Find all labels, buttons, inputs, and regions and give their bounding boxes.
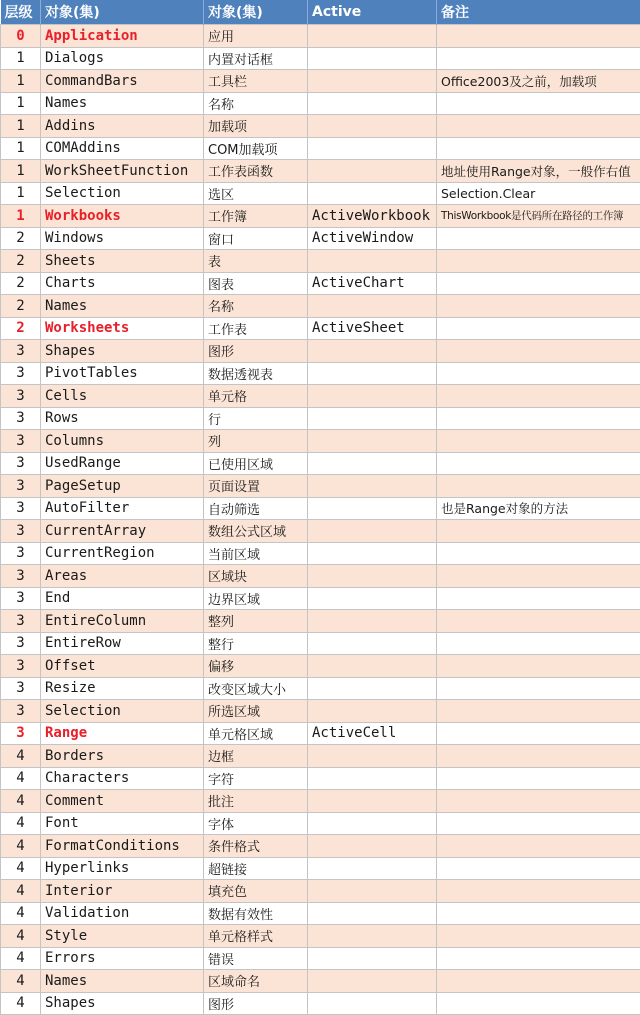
table-row — [1, 790, 640, 813]
table-row — [1, 340, 640, 363]
cell-object-cn: 整列 — [204, 610, 308, 633]
cell-level: 3 — [1, 430, 41, 453]
cell-object: Validation — [41, 902, 204, 925]
cell-object: FormatConditions — [41, 835, 204, 858]
table-row — [1, 565, 640, 588]
cell-level: 3 — [1, 520, 41, 543]
table-row — [1, 115, 640, 138]
cell-object: Range — [41, 722, 204, 745]
cell-active — [308, 452, 437, 475]
cell-object-cn: 数组公式区域 — [204, 520, 308, 543]
cell-active — [308, 542, 437, 565]
cell-object: Shapes — [41, 340, 204, 363]
cell-active — [308, 857, 437, 880]
cell-active — [308, 362, 437, 385]
table-header — [1, 0, 640, 25]
cell-note — [437, 632, 640, 655]
cell-level: 3 — [1, 362, 41, 385]
header-level: 层级 — [1, 0, 41, 25]
cell-object-cn: 图形 — [204, 992, 308, 1015]
header-row — [1, 0, 640, 25]
cell-level: 3 — [1, 655, 41, 678]
cell-level: 3 — [1, 610, 41, 633]
cell-note — [437, 610, 640, 633]
cell-active — [308, 160, 437, 183]
cell-object: Offset — [41, 655, 204, 678]
cell-note — [437, 767, 640, 790]
cell-object-cn: 偏移 — [204, 655, 308, 678]
cell-note — [437, 947, 640, 970]
table-row — [1, 475, 640, 498]
cell-object: Workbooks — [41, 205, 204, 228]
cell-active — [308, 790, 437, 813]
cell-active — [308, 47, 437, 70]
cell-active — [308, 250, 437, 273]
table-row — [1, 160, 640, 183]
table-row — [1, 722, 640, 745]
cell-active — [308, 385, 437, 408]
cell-active — [308, 520, 437, 543]
table-row — [1, 947, 640, 970]
cell-object-cn: 表 — [204, 250, 308, 273]
cell-level: 1 — [1, 70, 41, 93]
cell-object: Charts — [41, 272, 204, 295]
cell-note — [437, 47, 640, 70]
cell-active — [308, 902, 437, 925]
cell-object: Style — [41, 925, 204, 948]
cell-note: ThisWorkbook是代码所在路径的工作簿 — [437, 205, 640, 228]
table-row — [1, 835, 640, 858]
cell-object-cn: 工作表 — [204, 317, 308, 340]
cell-level: 2 — [1, 250, 41, 273]
cell-active: ActiveCell — [308, 722, 437, 745]
cell-object-cn: 单元格样式 — [204, 925, 308, 948]
cell-object-cn: 名称 — [204, 92, 308, 115]
cell-object: WorkSheetFunction — [41, 160, 204, 183]
cell-level: 1 — [1, 115, 41, 138]
cell-note: Selection.Clear — [437, 182, 640, 205]
cell-object: Names — [41, 970, 204, 993]
cell-object-cn: 错误 — [204, 947, 308, 970]
cell-level: 4 — [1, 880, 41, 903]
cell-active — [308, 992, 437, 1015]
cell-active — [308, 497, 437, 520]
cell-note — [437, 452, 640, 475]
cell-object: Resize — [41, 677, 204, 700]
cell-level: 4 — [1, 812, 41, 835]
cell-note — [437, 587, 640, 610]
cell-level: 1 — [1, 47, 41, 70]
cell-object: Characters — [41, 767, 204, 790]
cell-level: 3 — [1, 452, 41, 475]
cell-active — [308, 745, 437, 768]
header-object-en: 对象(集) — [41, 0, 204, 25]
cell-note — [437, 272, 640, 295]
cell-object-cn: 批注 — [204, 790, 308, 813]
cell-object: Selection — [41, 182, 204, 205]
cell-object-cn: 已使用区域 — [204, 452, 308, 475]
table-row — [1, 205, 640, 228]
table-row — [1, 542, 640, 565]
cell-object-cn: COM加载项 — [204, 137, 308, 160]
cell-object-cn: 窗口 — [204, 227, 308, 250]
cell-note — [437, 565, 640, 588]
cell-active — [308, 610, 437, 633]
table-row — [1, 47, 640, 70]
cell-level: 3 — [1, 587, 41, 610]
table-row — [1, 452, 640, 475]
cell-active — [308, 655, 437, 678]
cell-object-cn: 工作簿 — [204, 205, 308, 228]
cell-object: Sheets — [41, 250, 204, 273]
table-row — [1, 677, 640, 700]
cell-object: Shapes — [41, 992, 204, 1015]
cell-active: ActiveSheet — [308, 317, 437, 340]
cell-object-cn: 超链接 — [204, 857, 308, 880]
table-row — [1, 632, 640, 655]
cell-object: UsedRange — [41, 452, 204, 475]
cell-object-cn: 加载项 — [204, 115, 308, 138]
cell-level: 3 — [1, 700, 41, 723]
cell-object-cn: 改变区域大小 — [204, 677, 308, 700]
cell-note — [437, 362, 640, 385]
table-row — [1, 227, 640, 250]
cell-active — [308, 475, 437, 498]
cell-object-cn: 当前区域 — [204, 542, 308, 565]
cell-object-cn: 内置对话框 — [204, 47, 308, 70]
cell-object: Comment — [41, 790, 204, 813]
cell-object-cn: 工具栏 — [204, 70, 308, 93]
cell-level: 2 — [1, 227, 41, 250]
cell-note — [437, 317, 640, 340]
cell-active — [308, 407, 437, 430]
cell-note — [437, 295, 640, 318]
cell-object: Selection — [41, 700, 204, 723]
cell-level: 3 — [1, 475, 41, 498]
cell-active — [308, 880, 437, 903]
cell-object: Application — [41, 25, 204, 48]
cell-object-cn: 区域命名 — [204, 970, 308, 993]
cell-note — [437, 92, 640, 115]
cell-object: CurrentArray — [41, 520, 204, 543]
table-row — [1, 295, 640, 318]
cell-object-cn: 边框 — [204, 745, 308, 768]
cell-object-cn: 列 — [204, 430, 308, 453]
cell-level: 3 — [1, 722, 41, 745]
cell-object: EntireColumn — [41, 610, 204, 633]
cell-note — [437, 520, 640, 543]
cell-level: 2 — [1, 272, 41, 295]
cell-level: 1 — [1, 137, 41, 160]
cell-object: Worksheets — [41, 317, 204, 340]
cell-note — [437, 407, 640, 430]
cell-note — [437, 835, 640, 858]
cell-level: 3 — [1, 565, 41, 588]
cell-level: 1 — [1, 160, 41, 183]
cell-object: Cells — [41, 385, 204, 408]
cell-object: PageSetup — [41, 475, 204, 498]
cell-level: 4 — [1, 902, 41, 925]
cell-active — [308, 182, 437, 205]
cell-level: 4 — [1, 925, 41, 948]
cell-level: 3 — [1, 407, 41, 430]
cell-level: 3 — [1, 677, 41, 700]
cell-level: 1 — [1, 182, 41, 205]
cell-note — [437, 880, 640, 903]
cell-level: 3 — [1, 542, 41, 565]
cell-active — [308, 767, 437, 790]
cell-note — [437, 745, 640, 768]
cell-object: Columns — [41, 430, 204, 453]
cell-object-cn: 自动筛选 — [204, 497, 308, 520]
table-body — [1, 25, 640, 1015]
cell-note — [437, 25, 640, 48]
table-row — [1, 497, 640, 520]
cell-object-cn: 条件格式 — [204, 835, 308, 858]
cell-object-cn: 行 — [204, 407, 308, 430]
table-row — [1, 880, 640, 903]
cell-active — [308, 137, 437, 160]
cell-active — [308, 587, 437, 610]
cell-note: Office2003及之前，加载项 — [437, 70, 640, 93]
cell-level: 4 — [1, 947, 41, 970]
table-row — [1, 317, 640, 340]
cell-object: Windows — [41, 227, 204, 250]
cell-note — [437, 992, 640, 1015]
cell-active — [308, 565, 437, 588]
table-row — [1, 587, 640, 610]
header-note: 备注 — [437, 0, 640, 25]
cell-object-cn: 填充色 — [204, 880, 308, 903]
cell-note — [437, 655, 640, 678]
header-active: Active — [308, 0, 437, 25]
cell-object-cn: 名称 — [204, 295, 308, 318]
cell-object: Hyperlinks — [41, 857, 204, 880]
cell-object-cn: 工作表函数 — [204, 160, 308, 183]
cell-level: 3 — [1, 497, 41, 520]
cell-object-cn: 所选区域 — [204, 700, 308, 723]
cell-active — [308, 947, 437, 970]
cell-object: Borders — [41, 745, 204, 768]
cell-object: Names — [41, 92, 204, 115]
table-row — [1, 430, 640, 453]
cell-level: 3 — [1, 340, 41, 363]
cell-note — [437, 385, 640, 408]
cell-object: Names — [41, 295, 204, 318]
cell-level: 3 — [1, 632, 41, 655]
cell-note — [437, 790, 640, 813]
cell-object: Dialogs — [41, 47, 204, 70]
cell-object-cn: 页面设置 — [204, 475, 308, 498]
cell-object-cn: 单元格 — [204, 385, 308, 408]
cell-level: 2 — [1, 295, 41, 318]
cell-object-cn: 区域块 — [204, 565, 308, 588]
cell-active — [308, 115, 437, 138]
cell-level: 0 — [1, 25, 41, 48]
cell-note — [437, 475, 640, 498]
cell-object: Interior — [41, 880, 204, 903]
cell-object: Addins — [41, 115, 204, 138]
table-row — [1, 925, 640, 948]
table-row — [1, 767, 640, 790]
table-row — [1, 385, 640, 408]
cell-object: Areas — [41, 565, 204, 588]
cell-level: 4 — [1, 970, 41, 993]
table-row — [1, 520, 640, 543]
cell-object-cn: 字体 — [204, 812, 308, 835]
cell-active — [308, 70, 437, 93]
cell-active: ActiveWorkbook — [308, 205, 437, 228]
cell-level: 4 — [1, 745, 41, 768]
cell-level: 4 — [1, 835, 41, 858]
cell-level: 4 — [1, 857, 41, 880]
table-row — [1, 902, 640, 925]
cell-note: 也是Range对象的方法 — [437, 497, 640, 520]
cell-note — [437, 430, 640, 453]
cell-note: 地址使用Range对象，一般作右值 — [437, 160, 640, 183]
cell-object: End — [41, 587, 204, 610]
cell-level: 4 — [1, 992, 41, 1015]
table-row — [1, 970, 640, 993]
cell-active — [308, 812, 437, 835]
table-row — [1, 857, 640, 880]
cell-object-cn: 数据有效性 — [204, 902, 308, 925]
cell-note — [437, 812, 640, 835]
cell-note — [437, 857, 640, 880]
cell-note — [437, 137, 640, 160]
table-row — [1, 70, 640, 93]
table-row — [1, 362, 640, 385]
table-row — [1, 812, 640, 835]
cell-object: Errors — [41, 947, 204, 970]
cell-object-cn: 选区 — [204, 182, 308, 205]
cell-object-cn: 数据透视表 — [204, 362, 308, 385]
table-row — [1, 92, 640, 115]
cell-object: COMAddins — [41, 137, 204, 160]
cell-object: Font — [41, 812, 204, 835]
table-row — [1, 137, 640, 160]
table-row — [1, 407, 640, 430]
cell-note — [437, 542, 640, 565]
header-object-cn: 对象(集) — [204, 0, 308, 25]
cell-object: Rows — [41, 407, 204, 430]
table-row — [1, 700, 640, 723]
table-row — [1, 250, 640, 273]
cell-active — [308, 430, 437, 453]
cell-level: 3 — [1, 385, 41, 408]
cell-object: PivotTables — [41, 362, 204, 385]
cell-object-cn: 整行 — [204, 632, 308, 655]
cell-level: 4 — [1, 767, 41, 790]
cell-active — [308, 92, 437, 115]
cell-object-cn: 应用 — [204, 25, 308, 48]
table-row — [1, 272, 640, 295]
cell-active: ActiveChart — [308, 272, 437, 295]
cell-object-cn: 图表 — [204, 272, 308, 295]
cell-note — [437, 227, 640, 250]
cell-note — [437, 925, 640, 948]
table-row — [1, 610, 640, 633]
cell-object-cn: 图形 — [204, 340, 308, 363]
cell-note — [437, 970, 640, 993]
cell-object-cn: 边界区域 — [204, 587, 308, 610]
table-row — [1, 25, 640, 48]
table-row — [1, 655, 640, 678]
cell-active — [308, 340, 437, 363]
cell-note — [437, 722, 640, 745]
cell-note — [437, 677, 640, 700]
cell-active — [308, 700, 437, 723]
cell-level: 4 — [1, 790, 41, 813]
cell-level: 2 — [1, 317, 41, 340]
cell-active — [308, 632, 437, 655]
cell-active — [308, 295, 437, 318]
cell-active — [308, 677, 437, 700]
cell-note — [437, 700, 640, 723]
cell-object: CommandBars — [41, 70, 204, 93]
cell-object: CurrentRegion — [41, 542, 204, 565]
cell-note — [437, 902, 640, 925]
cell-level: 1 — [1, 92, 41, 115]
cell-active: ActiveWindow — [308, 227, 437, 250]
cell-object-cn: 字符 — [204, 767, 308, 790]
cell-note — [437, 115, 640, 138]
cell-active — [308, 970, 437, 993]
cell-object-cn: 单元格区域 — [204, 722, 308, 745]
cell-active — [308, 925, 437, 948]
table-row — [1, 745, 640, 768]
table-row — [1, 182, 640, 205]
cell-object: EntireRow — [41, 632, 204, 655]
cell-note — [437, 340, 640, 363]
cell-active — [308, 25, 437, 48]
cell-object: AutoFilter — [41, 497, 204, 520]
cell-note — [437, 250, 640, 273]
table-row — [1, 992, 640, 1015]
cell-level: 1 — [1, 205, 41, 228]
cell-active — [308, 835, 437, 858]
